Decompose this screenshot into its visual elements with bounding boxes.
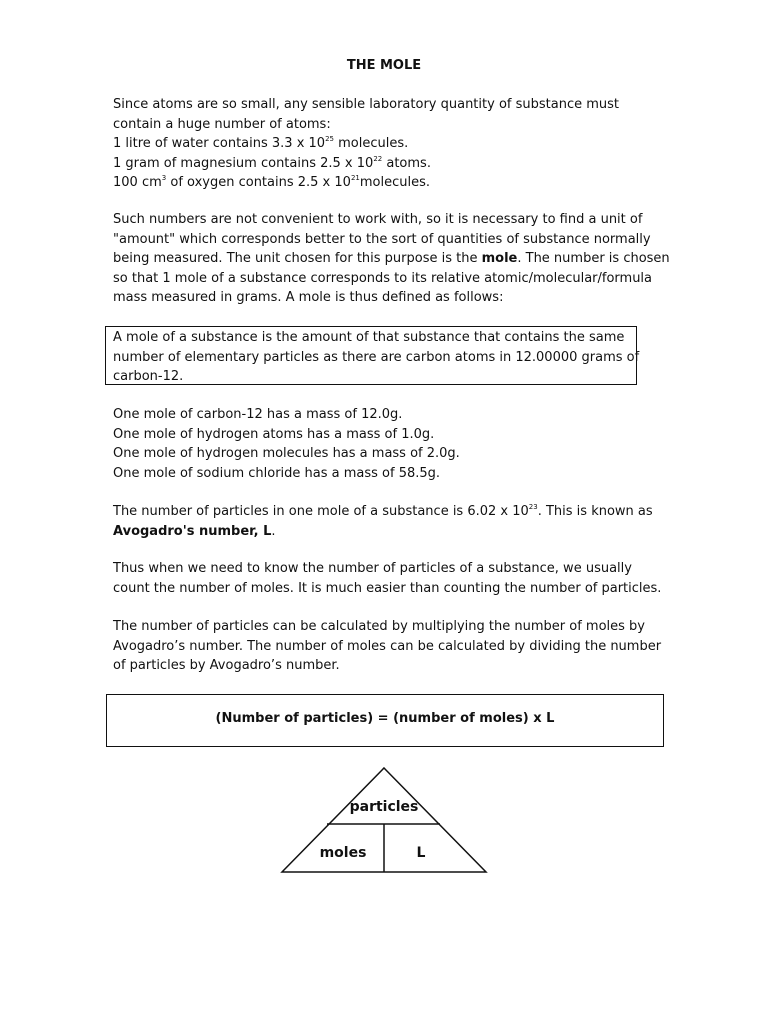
equation-box [106, 694, 664, 747]
exponent: 25 [325, 135, 335, 143]
mass-example: One mole of sodium chloride has a mass of 58.5g. [113, 465, 441, 481]
triangle-label-particles: particles [349, 799, 419, 815]
mass-example: One mole of hydrogen atoms has a mass of 1.0g. [113, 426, 435, 442]
example-water: 1 litre of water contains 3.3 x $10^{25}$ molecules. [113, 135, 409, 151]
mole-keyword: mole [481, 251, 518, 266]
example-oxygen: 100 $cm^3$ of oxygen contains 2.5 x $10^{21}molecules$. [113, 174, 430, 190]
mass-example: One mole of carbon-12 has a mass of 12.0g. [113, 407, 403, 422]
mass-example: One mole of hydrogen molecules has a mass of 2.0g. [113, 446, 460, 461]
definition-box: A mole of a substance is the amount of that substance that contains the same number of elementary particles as there are carbon atoms in 12.00000 grams of carbon-12. [105, 326, 637, 385]
exponent: 22 [373, 154, 383, 163]
intro-line: Since atoms are so small, any sensible laboratory quantity of substance must [113, 97, 619, 112]
calculation-paragraph: The number of particles can be calculated by multiplying the number of moles by Avogadro’s number. The number of moles can be calculated by dividing the number of particles by Avogadro’s number. [113, 619, 662, 673]
equation: (Number of particles) = (number of moles) x L [215, 711, 555, 726]
counting-paragraph: Thus when we need to know the number of particles of a substance, we usually count the number of moles. It is much easier than counting the number of particles. [113, 561, 662, 596]
intro-line: contain a huge number of atoms: [113, 116, 331, 132]
exponent: 23 [528, 503, 538, 511]
formula-triangle [280, 766, 490, 876]
mass-examples [113, 405, 673, 483]
exponent: 21 [350, 174, 360, 182]
unit-paragraph: Such numbers are not convenient to work with, so it is necessary to find a unit of "amount" which corresponds better to the sort of quantities of substance normally being measured. The unit chosen for this purpose is the mole. The number is chosen so that 1 mole of a substance corresponds to its relative atomic/molecular/formula mass measured in grams. A mole is thus defined as follows: [113, 212, 670, 305]
exponent: 3 [161, 174, 167, 182]
triangle-label-l: L [416, 845, 426, 861]
page-title: THE MOLE [346, 58, 422, 73]
avogadro-paragraph: The number of particles in one mole of a substance is 6.02 x $10^{23}$. This is known as Avogadro's number, L. [113, 503, 653, 539]
triangle-label-moles: moles [319, 845, 367, 861]
avogadro-term: Avogadro's number, L [113, 523, 272, 539]
intro-paragraph [113, 95, 673, 193]
example-magnesium: 1 gram of magnesium contains 2.5 x $10^{22}$ atoms. [113, 154, 431, 171]
